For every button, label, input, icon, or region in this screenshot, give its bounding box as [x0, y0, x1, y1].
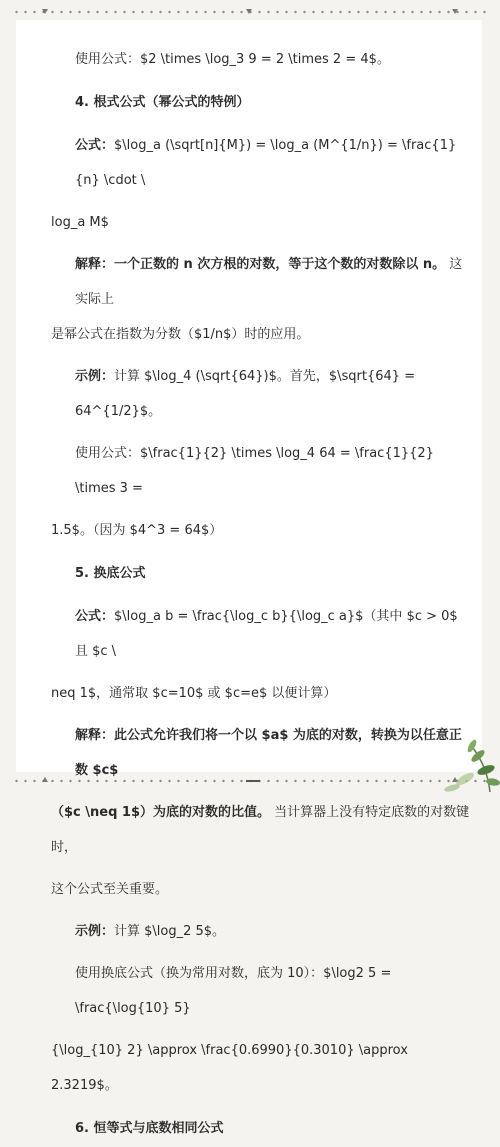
explanation-bold: （$c \neq 1$）为底的对数的比值。: [51, 805, 271, 820]
usage-text: 使用换底公式（换为常用对数，底为 10）：$\log2 5 = \frac{\log{10} 5}: [75, 966, 392, 1016]
explanation-line-cont: [51, 872, 473, 907]
formula-text: $\log_a (\sqrt[n]{M}) = \log_a (M^{1/n}) = \frac{1}{n} \cdot \: [75, 138, 457, 188]
usage-text: 使用公式：$\frac{1}{2} \times \log_4 64 = \frac{1}{2} \times 3 =: [75, 446, 434, 496]
bottom-border-marker: [42, 777, 48, 782]
example-line: [51, 914, 473, 949]
usage-line-cont: [51, 513, 473, 548]
explanation-line-cont: [51, 317, 473, 352]
explanation-label: 解释：: [75, 728, 115, 743]
formula-text: neq 1$，通常取 $c=10$ 或 $c=e$ 以便计算）: [51, 686, 337, 701]
bottom-border-dash: [246, 780, 260, 782]
explanation-line: [51, 247, 473, 317]
section-heading-4: 4. 根式公式（幂公式的特例）: [75, 95, 250, 110]
top-border-marker: [42, 9, 48, 14]
explanation-text: 这个公式至关重要。: [51, 882, 169, 897]
formula-line-cont: [51, 205, 473, 240]
document-content: [51, 42, 473, 1147]
top-border-marker: [452, 9, 458, 14]
explanation-line: [51, 718, 473, 788]
formula-label: 公式：: [75, 138, 115, 153]
usage-line: [51, 436, 473, 506]
example-line: [51, 359, 473, 429]
usage-text: 1.5$。（因为 $4^3 = 64$）: [51, 523, 223, 538]
usage-line: [51, 956, 473, 1026]
explanation-bold: 一个正数的 n 次方根的对数，等于这个数的对数除以 n。: [114, 257, 446, 272]
usage-text: {\log_{10} 2} \approx \frac{0.6990}{0.3010} \approx 2.3219$。: [51, 1043, 408, 1093]
formula-line: [51, 128, 473, 198]
formula-text: log_a M$: [51, 215, 109, 230]
explanation-text: 当计算器上没有特定底数的对数键时，: [51, 805, 470, 855]
explanation-label: 解释：: [75, 257, 115, 272]
top-border-marker: [246, 9, 252, 14]
example-label: 示例：: [75, 369, 115, 384]
usage-line: [51, 42, 473, 77]
example-text: 计算 $\log_4 (\sqrt{64})$。首先，$\sqrt{64} = 64^{1/2}$。: [75, 369, 416, 419]
leaf-decoration: [430, 704, 500, 794]
explanation-text: 这实际上: [75, 257, 463, 307]
explanation-bold: 此公式允许我们将一个以 $a$ 为底的对数，转换为以任意正数 $c$: [75, 728, 462, 778]
formula-line-cont: [51, 676, 473, 711]
example-label: 示例：: [75, 924, 115, 939]
formula-text: $\log_a b = \frac{\log_c b}{\log_c a}$（其中 $c > 0$ 且 $c \: [75, 609, 458, 659]
usage-text: 使用公式：$2 \times \log_3 9 = 2 \times 2 = 4$。: [75, 52, 390, 67]
formula-line: [51, 599, 473, 669]
explanation-text: 是幂公式在指数为分数（$1/n$）时的应用。: [51, 327, 310, 342]
formula-label: 公式：: [75, 609, 115, 624]
section-heading-6: 6. 恒等式与底数相同公式: [75, 1121, 224, 1136]
section-heading-5: 5. 换底公式: [75, 566, 146, 581]
usage-line-cont: [51, 1033, 473, 1103]
document-page: [16, 20, 482, 1136]
explanation-line-cont: [51, 795, 473, 865]
example-text: 计算 $\log_2 5$。: [114, 924, 226, 939]
